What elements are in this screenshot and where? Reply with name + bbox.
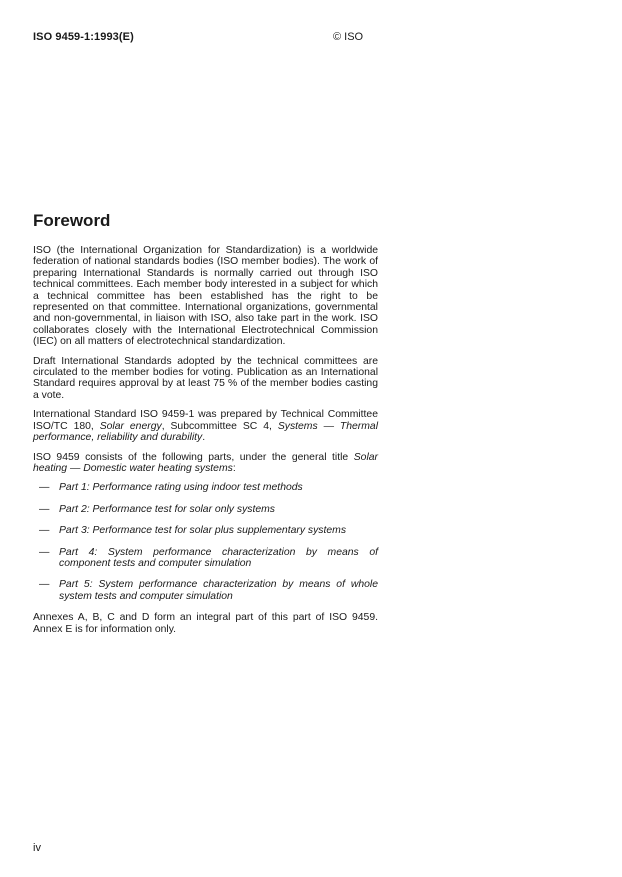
dash-marker: — [39,503,50,515]
list-item [33,504,378,515]
part-title: Part 4: System performance characterization by means of component tests and computer simulation [59,546,378,569]
dash-marker: — [39,579,50,591]
list-item [33,482,378,493]
list-item [33,525,378,536]
foreword-body [33,245,378,643]
part-title: Part 3: Performance test for solar plus supplementary systems [59,525,347,537]
paragraph-preparation [33,409,378,443]
part-title: Part 1: Performance rating using indoor test methods [59,482,303,494]
standard-id: ISO 9459-1:1993(E) [33,31,134,43]
list-item [33,579,378,602]
dash-marker: — [39,546,50,558]
parts-list [33,482,378,602]
paragraph-iso-intro: ISO (the International Organization for Standardization) is a worldwide federation of national standards bodies (ISO member bodies). The work of preparing International Standards is normally carried out through ISO technical committees. Each member body interested in a subject for which a technical committee has been established has the right to be represented on that committee. International organizations, governmental and non-governmental, in liaison with ISO, also take part in the work. ISO collaborates closely with the International Electrotechnical Commission (IEC) on all matters of electrotechnical standardization. [33,245,378,348]
preparation-text-start: International Standard ISO 9459-1 was prepared by Technical Committee ISO/TC 180, [33,409,378,432]
parts-intro-end: : [232,462,236,474]
general-title: Solar heating — Domestic water heating systems [33,451,378,474]
dash-marker: — [39,525,50,537]
paragraph-annexes: Annexes A, B, C and D form an integral part of this part of ISO 9459. Annex E is for information only. [33,612,378,635]
paragraph-voting: Draft International Standards adopted by the technical committees are circulated to the member bodies for voting. Publication as an International Standard requires approval by at least 75 % of the member bodies casting a vote. [33,355,378,401]
part-title: Part 2: Performance test for solar only systems [59,503,275,515]
paragraph-parts-intro [33,452,378,475]
dash-marker: — [39,482,50,494]
subcommittee-title: Systems — Thermal performance, reliability and durability [33,420,379,444]
page-title: Foreword [33,211,111,230]
copyright-notice: © ISO [333,31,364,43]
parts-intro-start: ISO 9459 consists of the following parts, under the general title [33,451,354,463]
committee-title: Solar energy [99,420,162,432]
preparation-text-end: . [202,432,206,444]
list-item [33,547,378,570]
part-title: Part 5: System performance characterization by means of whole system tests and computer simulation [59,579,378,602]
preparation-text-mid: , Subcommittee SC 4, [161,420,278,432]
page-number: iv [33,842,41,854]
